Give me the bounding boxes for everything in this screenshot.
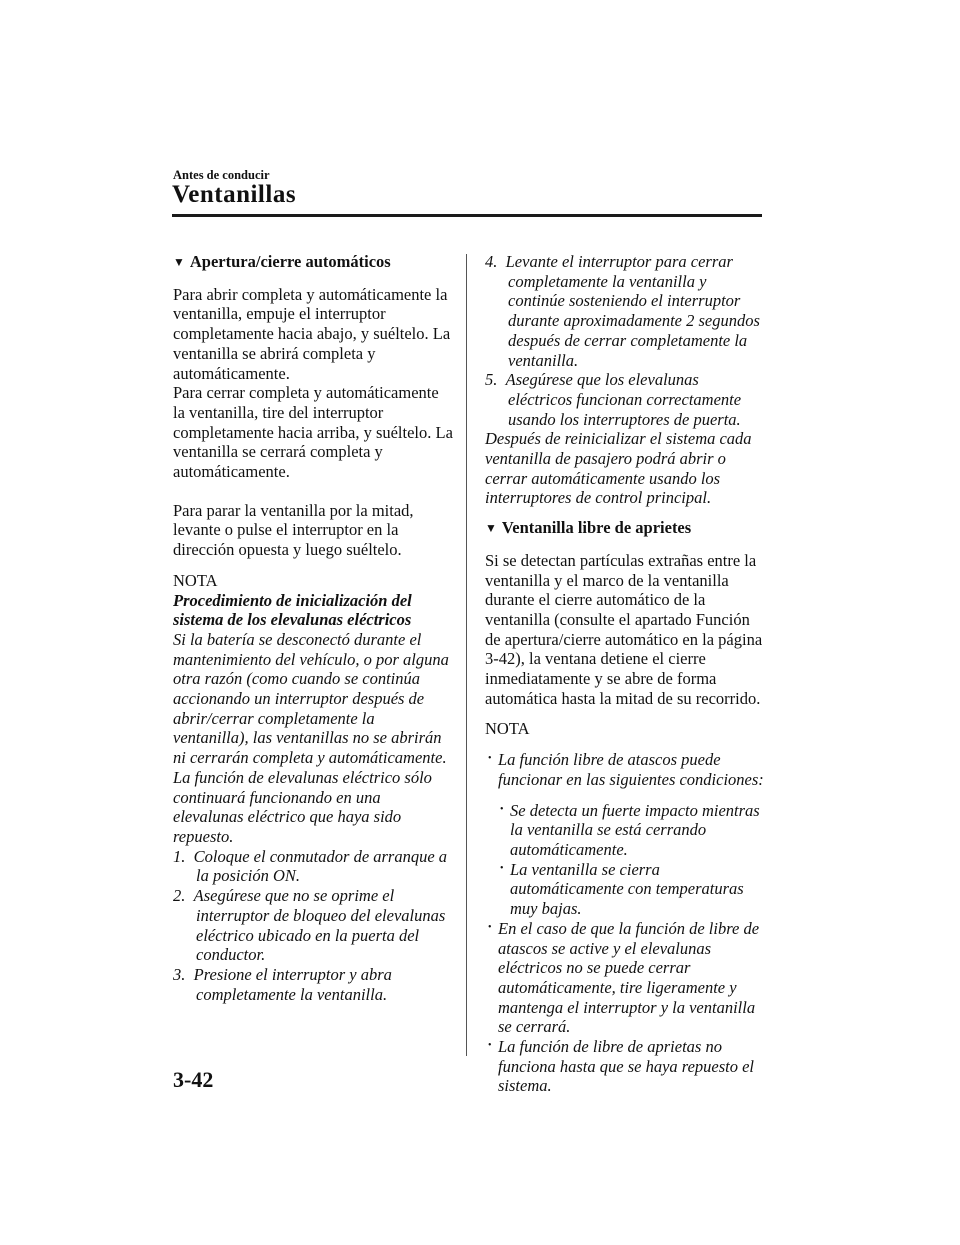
note-label: NOTA [173, 570, 218, 590]
right-column [485, 252, 765, 1096]
bullet-item: • La función de libre de aprietas no funciona hasta que se haya repuesto el sistema. [485, 1037, 765, 1096]
section-heading: ▼ Apertura/cierre automáticos [173, 252, 391, 271]
step-item: 3. Presione el interruptor y abra completamente la ventanilla. [173, 964, 392, 1004]
step-item: 1. Coloque el conmutador de arranque a la posición ON. [173, 846, 448, 886]
page-title: Ventanillas [172, 181, 297, 208]
triangle-down-icon: ▼ [173, 255, 185, 269]
note-paragraph: La función de elevalunas eléctrico sólo continuará funcionando en una elevalunas eléctrico que haya sido repuesto. [173, 767, 432, 846]
triangle-down-icon: ▼ [485, 521, 497, 536]
paragraph: Para cerrar completa y automáticamente la ventanilla, tire del interruptor completamente hacia arriba, y suéltelo. La ventanilla se cerrará completa y automáticamente. [173, 383, 453, 482]
paragraph: Para abrir completa y automáticamente la ventanilla, empuje el interruptor completamente hacia abajo, y suéltelo. La ventanilla se abrirá completa y automáticamente. [173, 284, 451, 383]
page-number: 3-42 [173, 1067, 214, 1092]
step-item: 2. Asegúrese que no se oprime el interruptor de bloqueo del elevalunas eléctrico ubicado en la puerta del conductor. [173, 886, 446, 965]
left-column [173, 252, 453, 1004]
section-heading: ▼ Ventanilla libre de aprietes [485, 518, 692, 538]
paragraph: Si se detectan partículas extrañas entre la ventanilla y el marco de la ventanilla durante el cierre automático de la ventanilla (consulte el apartado Función de apertura/cierre automático en la página 3-42), la ventana detiene el cierre inmediatamente y se abre de forma automática hasta la mitad de su recorrido. [485, 550, 763, 708]
section-label: Antes de conducir [173, 168, 270, 182]
step-item: 4. Levante el interruptor para cerrar completamente la ventanilla y continúe sosteniendo el interruptor durante aproximadamente 2 segundos después de cerrar completamente la ventanilla. [485, 252, 760, 370]
column-divider [466, 254, 467, 1056]
paragraph: Para parar la ventanilla por la mitad, levante o pulse el interruptor en la dirección opuesta y luego suéltelo. [173, 500, 414, 560]
bullet-item: • La función libre de atascos puede funcionar en las siguientes condiciones: [485, 750, 765, 789]
title-rule [172, 214, 762, 217]
sub-bullet-item: • La ventanilla se cierra automáticamente con temperaturas muy bajas. [485, 860, 765, 919]
bullet-item: • En el caso de que la función de libre de atascos se active y el elevalunas eléctricos no se puede cerrar automáticamente, tire ligeramente y mantenga el interruptor y la ventanilla se cerrará. [485, 919, 765, 1037]
note-paragraph: Después de reinicializar el sistema cada ventanilla de pasajero podrá abrir o cerrar automáticamente usando los interruptores de control principal. [485, 429, 752, 508]
step-item: 5. Asegúrese que los elevalunas eléctricos funcionan correctamente usando los interruptores de puerta. [485, 370, 742, 429]
note-label: NOTA [485, 719, 530, 739]
note-title: Procedimiento de inicialización del sistema de los elevalunas eléctricos [173, 590, 412, 630]
note-paragraph: Si la batería se desconectó durante el mantenimiento del vehículo, o por alguna otra razón (como cuando se continúa accionando un interruptor después de abrir/cerrar completamente la ventanilla), las ventanillas no se abrirán ni cerrarán completa y automáticamente. [173, 629, 449, 768]
sub-bullet-item: • Se detecta un fuerte impacto mientras la ventanilla se está cerrando automáticamente. [485, 801, 765, 860]
